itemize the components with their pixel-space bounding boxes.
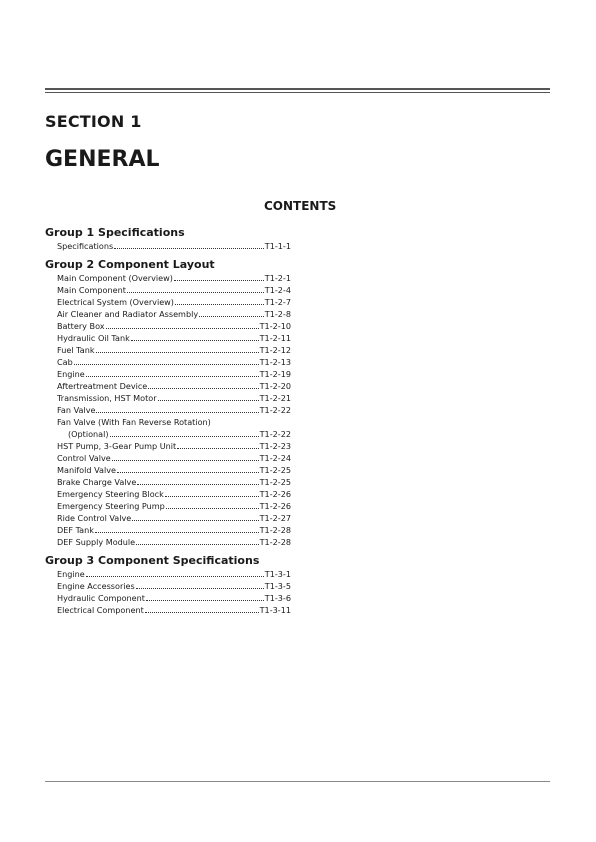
toc-entry-label: Engine (57, 569, 85, 579)
toc-dot-leader (106, 328, 259, 329)
toc-entry-label: Electrical Component (57, 605, 144, 615)
toc-entry-label: Transmission, HST Motor (57, 393, 157, 403)
toc-entry-label: Specifications (57, 241, 114, 251)
toc-dot-leader (96, 352, 259, 353)
toc-entry[interactable] (45, 476, 291, 488)
toc-entry-label: Battery Box (57, 321, 105, 331)
toc-entry-label: DEF Tank (57, 525, 94, 535)
toc-entry[interactable] (45, 524, 291, 536)
toc-entry-page: T1-1-1 (264, 241, 291, 251)
toc-entry[interactable] (45, 332, 291, 344)
toc-entry-label: Cab (57, 357, 73, 367)
toc-entry-label: Ride Control Valve (57, 513, 132, 523)
toc-entry-page: T1-2-26 (259, 501, 291, 511)
toc-entry[interactable] (45, 272, 291, 284)
toc-dot-leader (137, 484, 258, 485)
toc-entry-page: T1-2-11 (259, 333, 291, 343)
toc-entry-page: T1-2-22 (259, 405, 291, 415)
toc-entry[interactable] (45, 580, 291, 592)
toc-entry-page: T1-2-4 (264, 285, 291, 295)
toc-group-title: Group 1 Specifications (45, 226, 185, 239)
toc-entry-page: T1-3-11 (259, 605, 291, 615)
toc-entry-label: Engine (57, 369, 85, 379)
toc-entry[interactable] (45, 452, 291, 464)
toc-entry-page: T1-2-26 (259, 489, 291, 499)
toc-dot-leader (148, 388, 258, 389)
toc-entry[interactable] (45, 404, 291, 416)
toc-dot-leader (174, 280, 264, 281)
toc-dot-leader (199, 316, 264, 317)
toc-entry[interactable] (45, 592, 291, 604)
toc-dot-leader (114, 248, 264, 249)
toc-entry-page: T1-2-13 (259, 357, 291, 367)
toc-entry[interactable] (45, 604, 291, 616)
toc-entry-page: T1-2-23 (259, 441, 291, 451)
toc-entry[interactable] (45, 488, 291, 500)
toc-entry-label: Hydraulic Oil Tank (57, 333, 130, 343)
toc-dot-leader (166, 508, 259, 509)
toc-dot-leader (74, 364, 259, 365)
toc-entry-label: (Optional) (68, 429, 109, 439)
toc-entry-page: T1-2-12 (259, 345, 291, 355)
toc-entry-label: DEF Supply Module (57, 537, 136, 547)
toc-dot-leader (136, 588, 264, 589)
toc-entry-page: T1-2-7 (264, 297, 291, 307)
toc-entry[interactable] (45, 320, 291, 332)
toc-entry[interactable] (45, 500, 291, 512)
toc-entry-label: Hydraulic Component (57, 593, 145, 603)
top-rule (45, 88, 550, 90)
toc-entry-page: T1-2-27 (259, 513, 291, 523)
toc-entry[interactable] (45, 428, 291, 440)
toc-entry-page: T1-2-28 (259, 537, 291, 547)
toc-entry-label: Fuel Tank (57, 345, 95, 355)
toc-group-title: Group 3 Component Specifications (45, 554, 260, 567)
toc-entry[interactable] (45, 240, 291, 252)
toc-dot-leader (136, 544, 258, 545)
toc-entry-page: T1-2-19 (259, 369, 291, 379)
toc-entry-label: Engine Accessories (57, 581, 135, 591)
toc-dot-leader (95, 532, 259, 533)
toc-entry-label: Brake Charge Valve (57, 477, 137, 487)
toc-entry[interactable] (45, 380, 291, 392)
toc-entry-label: Electrical System (Overview) (57, 297, 174, 307)
toc-entry-page: T1-2-1 (264, 273, 291, 283)
toc-entry-label: Aftertreatment Device (57, 381, 148, 391)
toc-entry-label: Fan Valve (With Fan Reverse Rotation) (57, 417, 211, 427)
contents-heading: CONTENTS (264, 199, 337, 213)
toc-entry[interactable] (45, 368, 291, 380)
toc-entry[interactable] (45, 296, 291, 308)
top-rule-thin (45, 92, 550, 93)
toc-entry-label: Main Component (57, 285, 126, 295)
toc-entry[interactable] (45, 356, 291, 368)
toc-entry-label: HST Pump, 3-Gear Pump Unit (57, 441, 177, 451)
toc-entry-label: Fan Valve (57, 405, 96, 415)
toc-dot-leader (177, 448, 258, 449)
toc-entry-label: Control Valve (57, 453, 111, 463)
toc-entry[interactable] (45, 344, 291, 356)
toc-entry-page: T1-3-5 (264, 581, 291, 591)
toc-entry-page: T1-2-20 (259, 381, 291, 391)
toc-group-title: Group 2 Component Layout (45, 258, 215, 271)
toc-dot-leader (145, 612, 259, 613)
toc-entry-label: Emergency Steering Pump (57, 501, 165, 511)
toc-dot-leader (175, 304, 264, 305)
toc-dot-leader (110, 436, 259, 437)
section-label: SECTION 1 (45, 112, 142, 131)
toc-entry-label: Main Component (Overview) (57, 273, 173, 283)
toc-entry-page: T1-2-21 (259, 393, 291, 403)
toc-entry-page: T1-2-24 (259, 453, 291, 463)
toc-entry-label: Air Cleaner and Radiator Assembly (57, 309, 199, 319)
toc-dot-leader (86, 376, 259, 377)
page-title: GENERAL (45, 147, 160, 172)
toc-entry[interactable] (45, 284, 291, 296)
table-of-contents (45, 226, 295, 616)
toc-entry-page: T1-2-8 (264, 309, 291, 319)
bottom-rule (45, 781, 550, 782)
toc-entry[interactable] (45, 308, 291, 320)
toc-entry-page: T1-2-22 (259, 429, 291, 439)
toc-entry-label: Emergency Steering Block (57, 489, 164, 499)
toc-entry[interactable] (45, 512, 291, 524)
toc-entry-label: Manifold Valve (57, 465, 116, 475)
toc-dot-leader (86, 576, 264, 577)
toc-entry[interactable] (45, 416, 291, 428)
toc-entry-page: T1-3-1 (264, 569, 291, 579)
toc-entry[interactable] (45, 440, 291, 452)
toc-entry[interactable] (45, 568, 291, 580)
toc-dot-leader (131, 340, 259, 341)
toc-entry-page: T1-3-6 (264, 593, 291, 603)
toc-dot-leader (158, 400, 259, 401)
toc-dot-leader (112, 460, 259, 461)
toc-dot-leader (117, 472, 259, 473)
toc-entry-page: T1-2-25 (259, 477, 291, 487)
toc-dot-leader (127, 292, 264, 293)
toc-entry[interactable] (45, 536, 291, 548)
toc-dot-leader (165, 496, 259, 497)
toc-entry-page: T1-2-25 (259, 465, 291, 475)
toc-entry[interactable] (45, 464, 291, 476)
toc-entry-page: T1-2-10 (259, 321, 291, 331)
toc-dot-leader (96, 412, 258, 413)
toc-entry-page: T1-2-28 (259, 525, 291, 535)
toc-dot-leader (146, 600, 264, 601)
toc-entry[interactable] (45, 392, 291, 404)
toc-dot-leader (132, 520, 258, 521)
